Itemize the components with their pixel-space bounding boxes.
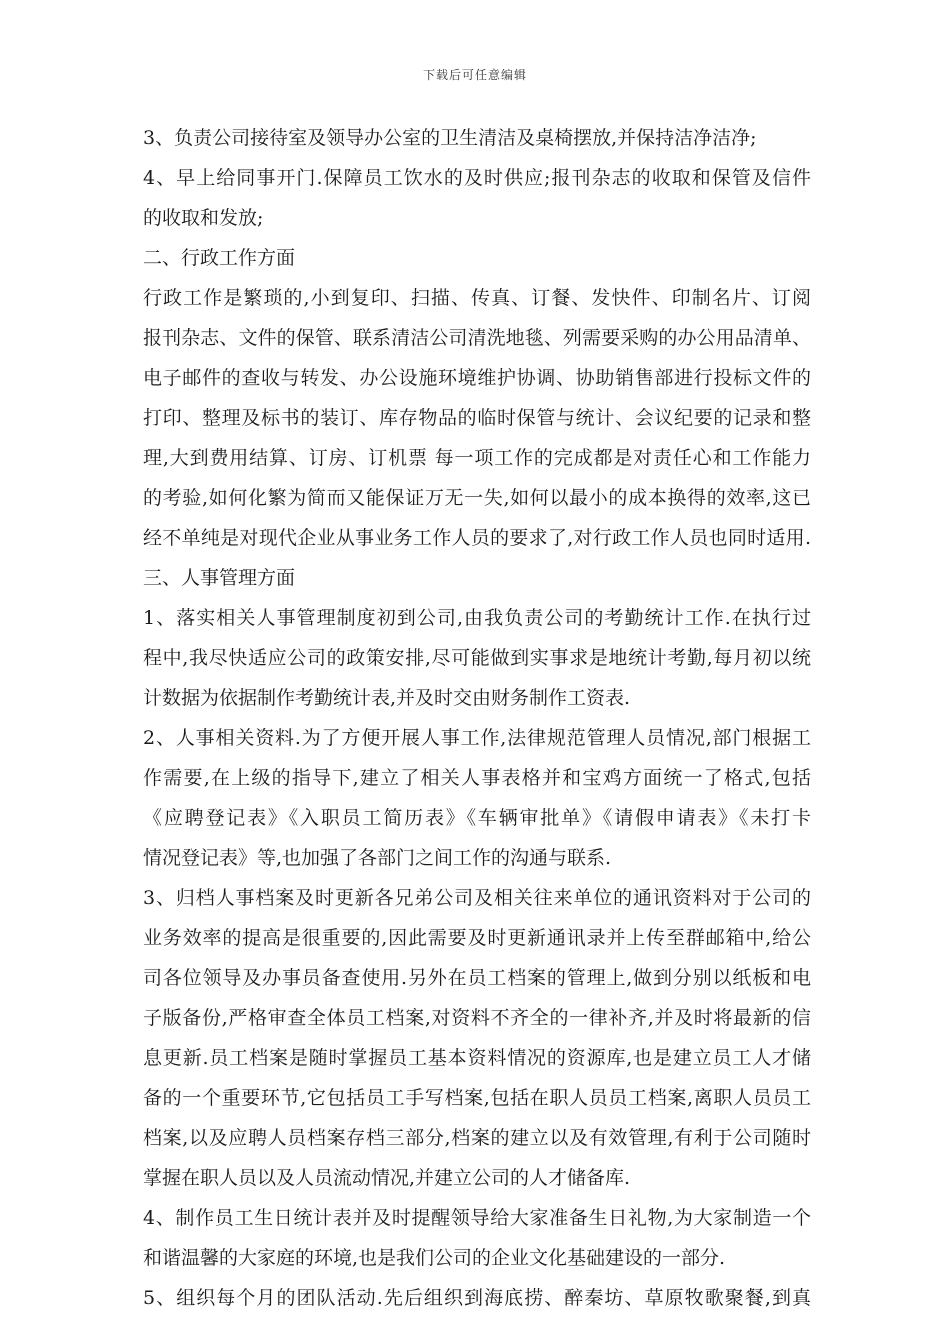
text-line: 《应聘登记表》《入职员工简历表》《车辆审批单》《请假申请表》《未打卡: [143, 807, 811, 829]
text-line: 4、早上给同事开门.保障员工饮水的及时供应;报刊杂志的收取和保管及信件: [143, 167, 811, 189]
text-line: 二、行政工作方面: [143, 247, 296, 269]
text-line: 司各位领导及办事员备查使用.另外在员工档案的管理上,做到分别以纸板和电: [143, 967, 811, 989]
text-line: 行政工作是繁琐的,小到复印、扫描、传真、订餐、发快件、印制名片、订阅: [143, 287, 811, 309]
text-line: 三、人事管理方面: [143, 567, 296, 589]
text-line: 3、负责公司接待室及领导办公室的卫生清洁及桌椅摆放,并保持洁净洁净;: [143, 127, 757, 149]
text-line: 息更新.员工档案是随时掌握员工基本资料情况的资源库,也是建立员工人才储: [143, 1047, 811, 1069]
text-line: 1、落实相关人事管理制度初到公司,由我负责公司的考勤统计工作.在执行过: [143, 607, 811, 629]
document-body: [143, 118, 811, 1318]
text-line: 的考验,如何化繁为简而又能保证万无一失,如何以最小的成本换得的效率,这已: [143, 487, 811, 509]
text-line: 情况登记表》等,也加强了各部门之间工作的沟通与联系.: [143, 847, 612, 869]
text-line: 的收取和发放;: [143, 207, 264, 229]
text-line: 和谐温馨的大家庭的环境,也是我们公司的企业文化基础建设的一部分.: [143, 1247, 726, 1269]
text-line: 程中,我尽快适应公司的政策安排,尽可能做到实事求是地统计考勤,每月初以统: [143, 647, 811, 669]
text-line: 报刊杂志、文件的保管、联系清洁公司清洗地毯、列需要采购的办公用品清单、: [143, 327, 811, 349]
text-line: 经不单纯是对现代企业从事业务工作人员的要求了,对行政工作人员也同时适用.: [143, 527, 811, 549]
text-line: 电子邮件的查收与转发、办公设施环境维护协调、协助销售部进行投标文件的: [143, 367, 811, 389]
text-line: 5、组织每个月的团队活动.先后组织到海底捞、醉秦坊、草原牧歌聚餐,到真: [143, 1287, 811, 1309]
text-line: 业务效率的提高是很重要的,因此需要及时更新通讯录并上传至群邮箱中,给公: [143, 927, 811, 949]
text-line: 2、人事相关资料.为了方便开展人事工作,法律规范管理人员情况,部门根据工: [143, 727, 811, 749]
text-line: 子版备份,严格审查全体员工档案,对资料不齐全的一律补齐,并及时将最新的信: [143, 1007, 811, 1029]
page-header-note: 下载后可任意编辑: [422, 68, 527, 82]
text-line: 掌握在职人员以及人员流动情况,并建立公司的人才储备库.: [143, 1167, 631, 1189]
text-line: 3、归档人事档案及时更新各兄弟公司及相关往来单位的通讯资料对于公司的: [143, 887, 811, 909]
text-line: 计数据为依据制作考勤统计表,并及时交由财务制作工资表.: [143, 687, 631, 709]
text-line: 打印、整理及标书的装订、库存物品的临时保管与统计、会议纪要的记录和整: [143, 407, 811, 429]
text-line: 档案,以及应聘人员档案存档三部分,档案的建立以及有效管理,有利于公司随时: [143, 1127, 811, 1149]
text-line: 4、制作员工生日统计表并及时提醒领导给大家准备生日礼物,为大家制造一个: [143, 1207, 811, 1229]
text-line: 理,大到费用结算、订房、订机票 每一项工作的完成都是对责任心和工作能力: [143, 447, 811, 469]
text-line: 备的一个重要环节,它包括员工手写档案,包括在职人员员工档案,离职人员员工: [143, 1087, 811, 1109]
text-line: 作需要,在上级的指导下,建立了相关人事表格并和宝鸡方面统一了格式,包括: [143, 767, 811, 789]
